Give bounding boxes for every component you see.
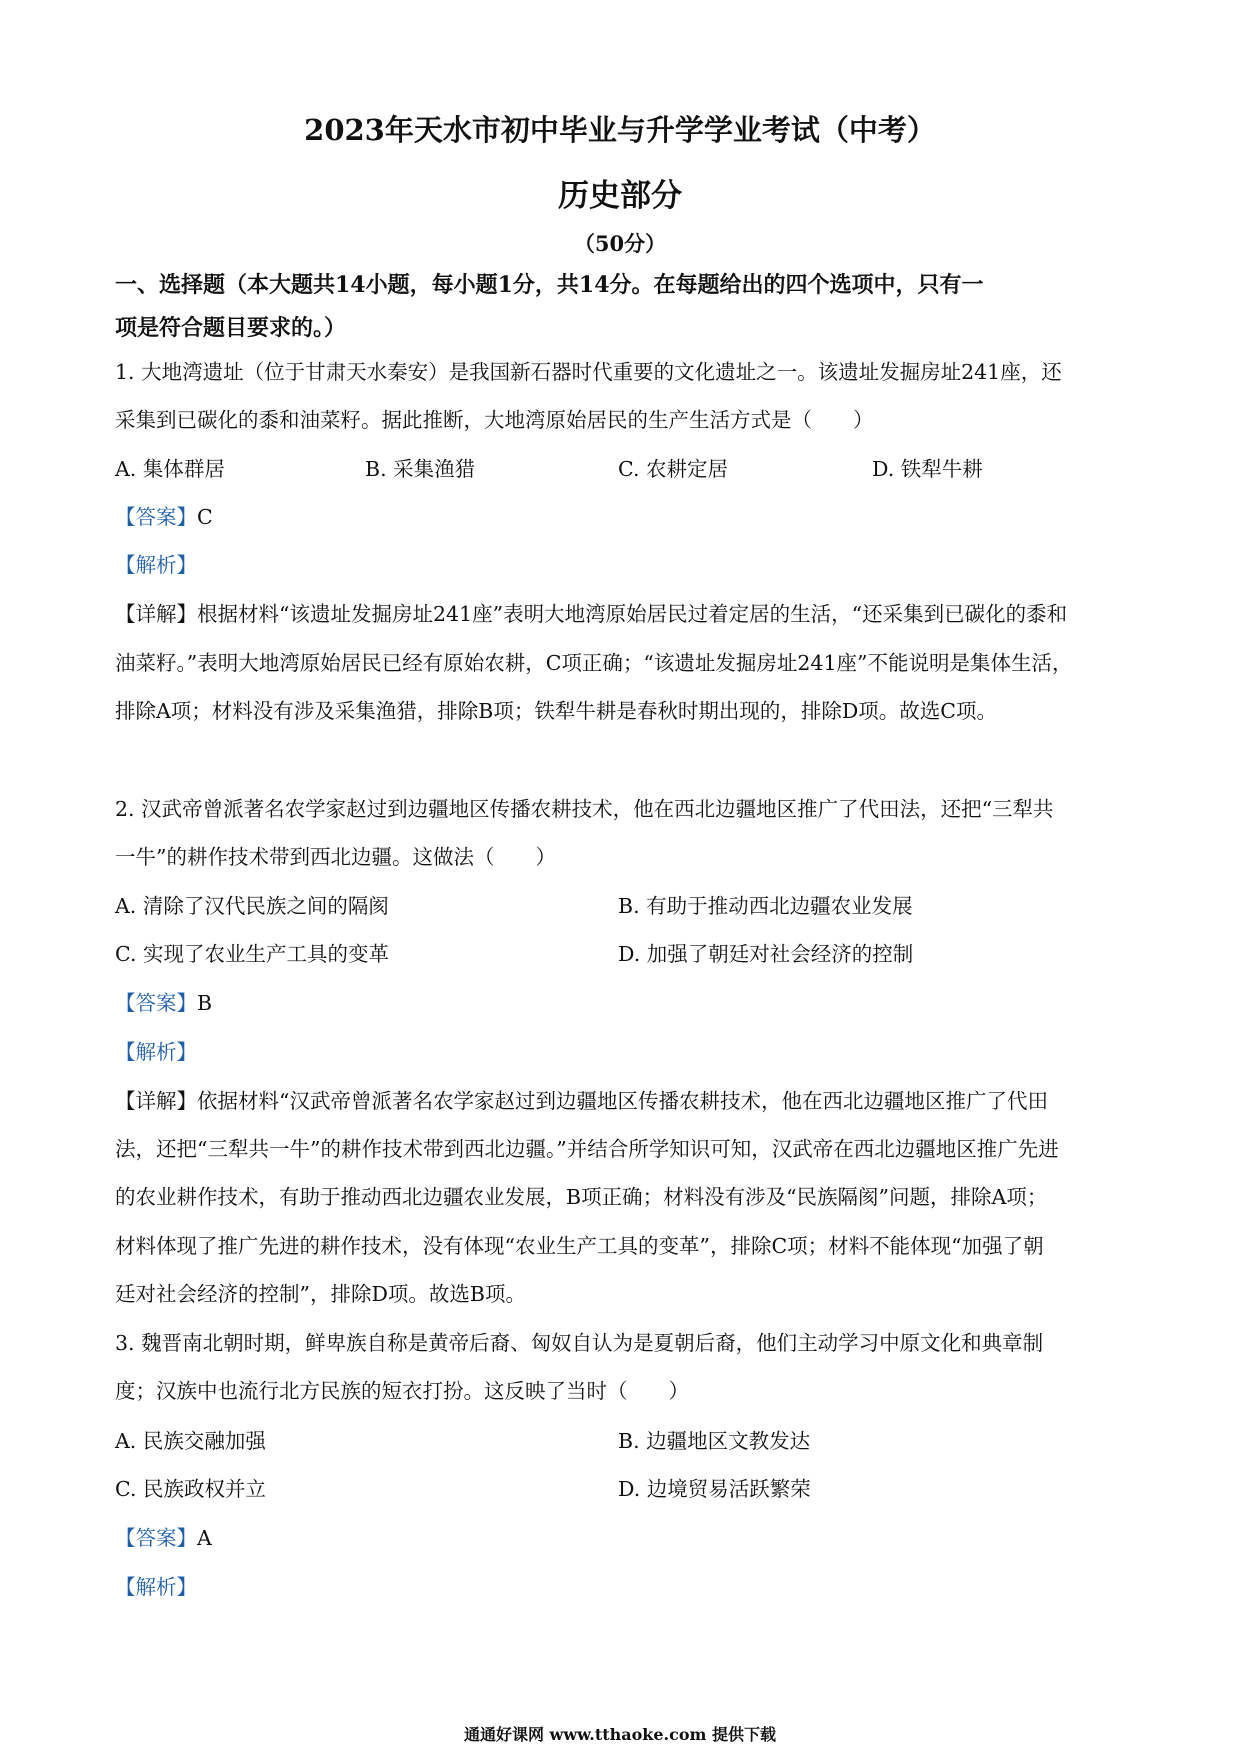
q2-stem-line2: 一牛”的耕作技术带到西北边疆。这做法（ ） — [115, 845, 556, 869]
q1-detail-line2: 油菜籽。”表明大地湾原始居民已经有原始农耕，C项正确；“该遗址发掘房址241座”不能说明是集体生活， — [115, 651, 1073, 675]
q3-option-b: B. 边疆地区文教发达 — [618, 1429, 811, 1453]
q2-detail-line3: 的农业耕作技术，有助于推动西北边疆农业发展，B项正确；材料没有涉及“民族隔阂”问题，排除A项； — [115, 1185, 1048, 1209]
section-heading-line2: 项是符合题目要求的。） — [115, 315, 347, 341]
q2-detail-line5: 廷对社会经济的控制”，排除D项。故选B项。 — [115, 1282, 526, 1306]
detail-label: 【详解】 — [115, 602, 197, 626]
analysis-label: 【解析】 — [115, 1040, 197, 1064]
q3-answer — [115, 1521, 212, 1551]
q1-stem-line1: 1. 大地湾遗址（位于甘肃天水秦安）是我国新石器时代重要的文化遗址之一。该遗址发掘房址241座，还 — [115, 360, 1062, 384]
score-note: （50分） — [573, 231, 667, 256]
q3-analysis — [115, 1570, 197, 1600]
q3-option-d: D. 边境贸易活跃繁荣 — [618, 1477, 811, 1501]
section-heading-line1: 一、选择题（本大题共14小题，每小题1分，共14分。在每题给出的四个选项中，只有一 — [115, 272, 984, 298]
q2-stem-line1: 2. 汉武帝曾派著名农学家赵过到边疆地区传播农耕技术，他在西北边疆地区推广了代田法，还把“三犁共 — [115, 797, 1054, 821]
q2-detail-line2: 法，还把“三犁共一牛”的耕作技术带到西北边疆。”并结合所学知识可知，汉武帝在西北边疆地区推广先进 — [115, 1137, 1059, 1161]
q3-option-a: A. 民族交融加强 — [115, 1429, 266, 1453]
q2-answer-value: B — [197, 991, 213, 1015]
q1-detail-line1 — [115, 597, 1067, 627]
q1-option-c: C. 农耕定居 — [618, 457, 728, 481]
detail-label: 【详解】 — [115, 1089, 197, 1113]
q2-analysis — [115, 1035, 197, 1065]
q2-option-c: C. 实现了农业生产工具的变革 — [115, 942, 389, 966]
q1-answer — [115, 500, 213, 530]
q2-answer — [115, 986, 212, 1016]
q2-detail-line4: 材料体现了推广先进的耕作技术，没有体现“农业生产工具的变革”，排除C项；材料不能体现“加强了朝 — [115, 1234, 1044, 1258]
q1-option-b: B. 采集渔猎 — [365, 457, 476, 481]
q3-answer-value: A — [197, 1526, 212, 1550]
answer-label: 【答案】 — [115, 1526, 197, 1550]
q1-answer-value: C — [197, 505, 213, 529]
q1-detail-text1: 根据材料“该遗址发掘房址241座”表明大地湾原始居民过着定居的生活，“还采集到已碳化的黍和 — [197, 602, 1068, 626]
q1-option-d: D. 铁犁牛耕 — [872, 457, 983, 481]
q1-detail-line3: 排除A项；材料没有涉及采集渔猎，排除B项；铁犁牛耕是春秋时期出现的，排除D项。故选C项。 — [115, 699, 997, 723]
q3-option-c: C. 民族政权并立 — [115, 1477, 266, 1501]
q3-stem-line1: 3. 魏晋南北朝时期，鲜卑族自称是黄帝后裔、匈奴自认为是夏朝后裔，他们主动学习中原文化和典章制 — [115, 1331, 1044, 1355]
q1-analysis — [115, 548, 197, 578]
q3-stem-line2: 度；汉族中也流行北方民族的短衣打扮。这反映了当时（ ） — [115, 1379, 689, 1403]
answer-label: 【答案】 — [115, 991, 197, 1015]
q1-stem-line2: 采集到已碳化的黍和油菜籽。据此推断，大地湾原始居民的生产生活方式是（ ） — [115, 408, 874, 432]
footer-source: 通通好课网 www.tthaoke.com 提供下载 — [463, 1725, 777, 1744]
q1-option-a: A. 集体群居 — [115, 457, 225, 481]
analysis-label: 【解析】 — [115, 553, 197, 577]
answer-label: 【答案】 — [115, 505, 197, 529]
q2-detail-line1 — [115, 1084, 1048, 1114]
q2-option-a: A. 清除了汉代民族之间的隔阂 — [115, 894, 389, 918]
analysis-label: 【解析】 — [115, 1575, 197, 1599]
q2-detail-text1: 依据材料“汉武帝曾派著名农学家赵过到边疆地区传播农耕技术，他在西北边疆地区推广了代田 — [197, 1089, 1048, 1113]
subject-title: 历史部分 — [558, 178, 682, 214]
exam-title: 2023年天水市初中毕业与升学学业考试（中考） — [304, 113, 936, 147]
q2-option-d: D. 加强了朝廷对社会经济的控制 — [618, 942, 914, 966]
q2-option-b: B. 有助于推动西北边疆农业发展 — [618, 894, 913, 918]
